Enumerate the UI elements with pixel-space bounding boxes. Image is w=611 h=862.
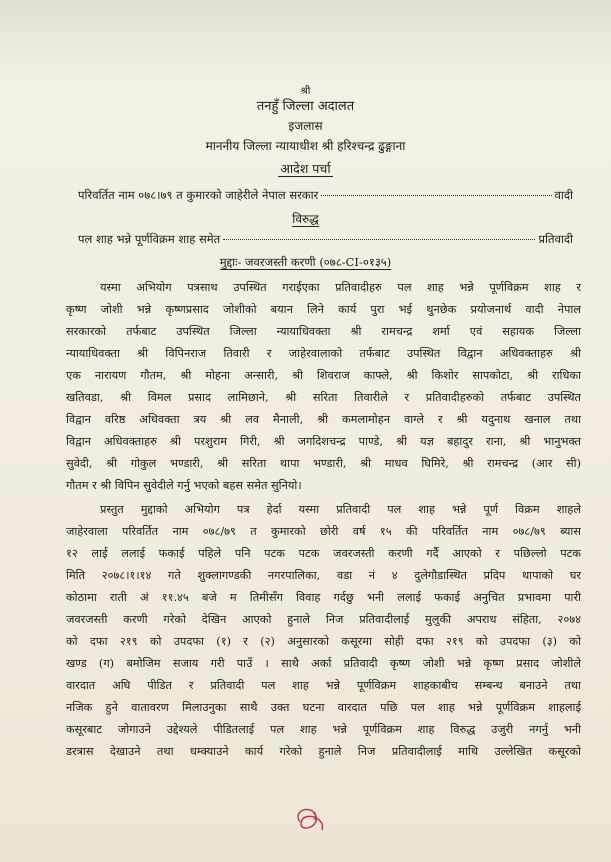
body-line: कसूरबाट जोगाउने उद्देश्यले पीडितलाई पल शाह भन्ने पूर्णविक्रम शाह विरुद्ध उजुरी नगर्नु भनी bbox=[66, 723, 581, 736]
page-number: 1 bbox=[312, 812, 319, 823]
defendant-role: प्रतिवादी bbox=[538, 232, 573, 246]
order-title-text: आदेश पर्चा bbox=[280, 161, 331, 176]
body-line: वारदात अघि पीडित र प्रतिवादी पल शाह भन्ने पूर्णविक्रम शाहकाबीच सम्बन्ध बनाउने तथा bbox=[66, 679, 581, 692]
body-line: मिति २०७८।१।१४ गते शुक्लागण्डकी नगरपालिका, वडा नं ४ दुलेगौडास्थित प्रदिप थापाको घर bbox=[66, 569, 581, 582]
body-line: को दफा २१९ को उपदफा (१) र (२) अनुसारको कसूरमा सोही दफा २१९ को उपदफा (३) को bbox=[66, 635, 581, 648]
body-line: खण्ड (ग) बमोजिम सजाय गरी पाउँ । साथै अर्का प्रतिवादी कृष्ण जोशी भन्ने कृष्ण प्रसाद जोशीले bbox=[66, 657, 581, 670]
body-line: प्रस्तुत मुद्दाको अभियोग पत्र हेर्दा यस्मा प्रतिवादी पल शाह भन्ने पूर्ण विक्रम शाहले bbox=[100, 503, 581, 516]
body-line: १२ लाई ललाई फकाई पहिले पनि पटक पटक जवरजस्ती करणी गर्दै आएको र पछिल्लो पटक bbox=[66, 547, 581, 560]
judge-name: माननीय जिल्ला न्यायाधीश श्री हरिश्चन्द्र ढुङ्गाना bbox=[205, 139, 406, 153]
plaintiff-role: वादी bbox=[554, 188, 573, 202]
body-line: डरत्रास देखाउने तथा धम्क्याउने कार्य गरेको हुनाले निज प्रतिवादीलाई माथि उल्लेखित कसूरको bbox=[66, 745, 581, 758]
body-line: विद्वान अधिवक्ताहरु श्री परशुराम गिरी, श्री जगदिशचन्द्र पाण्डे, श्री यज्ञ बहादुर राना, श्री भानुभक्त bbox=[66, 435, 581, 448]
body-line: जाहेरवाला परिवर्तित नाम ०७८/७९ त कुमारको छोरी वर्ष १५ की परिवर्तित नाम ०७८/७९ ब्यास bbox=[66, 525, 581, 538]
body-line: कोठामा राती अं ११.४५ बजे म तिमीसँग विवाह गर्दछु भनी ललाई फकाई अनुचित प्रभावमा पारी bbox=[66, 591, 581, 604]
case-title-text: मुद्दाः- जवरजस्ती करणी (०७८-CI-०१३५) bbox=[219, 255, 392, 269]
body-line: नजिक हुने वातावरण मिलाउनुका साथै उक्त घटना वारदात पछि पल शाह भन्ने पूर्णविक्रम शाहलाई bbox=[66, 701, 581, 714]
dotted-leader bbox=[223, 239, 535, 240]
body-line: खतिवडा, श्री विमल प्रसाद लामिछाने, श्री सरिता तिवारीले र प्रतिवादीहरुको तर्फबाट उपस्थित bbox=[66, 391, 581, 404]
plaintiff-name: परिवर्तित नाम ०७८।७९ त कुमारको जाहेरीले नेपाल सरकार bbox=[78, 188, 319, 202]
header-shree: श्री bbox=[300, 86, 311, 97]
defendant-line bbox=[78, 232, 573, 247]
body-line: गौतम र श्री विपिन सुवेदीले गर्नु भएको बहस समेत सुनियो। bbox=[66, 479, 302, 492]
defendant-name: पल शाह भन्ने पूर्णविक्रम शाह समेत bbox=[78, 232, 221, 246]
body-line: न्यायाधिवक्ता श्री विपिनराज तिवारी र जाहेरवालाको तर्फबाट उपस्थित विद्वान अधिवक्ताहरु श्री bbox=[66, 347, 581, 360]
body-line: सुवेदी, श्री गोकुल भण्डारी, श्री सरिता थापा भण्डारी, श्री माधव घिमिरे, श्री रामचन्द्र (आर सी) bbox=[66, 457, 581, 470]
body-line: कृष्ण जोशी भन्ने कृष्णप्रसाद जोशीको बयान लिने कार्य पुरा भई थुनछेक प्रयोजनार्थ वादी नेपाल bbox=[66, 303, 581, 316]
body-line: यस्मा अभियोग पत्रसाथ उपस्थित गराईएका प्रतिवादीहरु पल शाह भन्ने पूर्णविक्रम शाह र bbox=[100, 281, 581, 294]
versus-heading bbox=[0, 210, 611, 227]
body-line: जवरजस्ती करणी गरेको देखिन आएको हुनाले निज प्रतिवादीलाई मुलुकी अपराध संहिता, २०७४ bbox=[66, 613, 581, 626]
show-through-text bbox=[0, 0, 611, 80]
order-title bbox=[0, 160, 611, 177]
ijlas-heading: इजलास bbox=[288, 119, 323, 133]
plaintiff-line bbox=[78, 188, 573, 203]
versus-text: विरुद्ध bbox=[292, 212, 319, 226]
court-name: तनहुँ जिल्ला अदालत bbox=[256, 99, 355, 114]
body-line: सरकारको तर्फबाट उपस्थित जिल्ला न्यायाधिवक्ता श्री रामचन्द्र शर्मा एवं सहायक जिल्ला bbox=[66, 325, 581, 338]
dotted-leader bbox=[321, 195, 551, 196]
body-line: विद्वान वरिष्ठ अधिवक्ता त्रय श्री लव मैनाली, श्री कमलामोहन वाग्ले र श्री यदुनाथ खनाल तथा bbox=[66, 413, 581, 426]
case-title bbox=[0, 255, 611, 270]
body-line: एक नारायण गौतम, श्री मोहना अन्सारी, श्री शिवराज काफ्ले, श्री किशोर सापकोटा, श्री राधिका bbox=[66, 369, 581, 382]
